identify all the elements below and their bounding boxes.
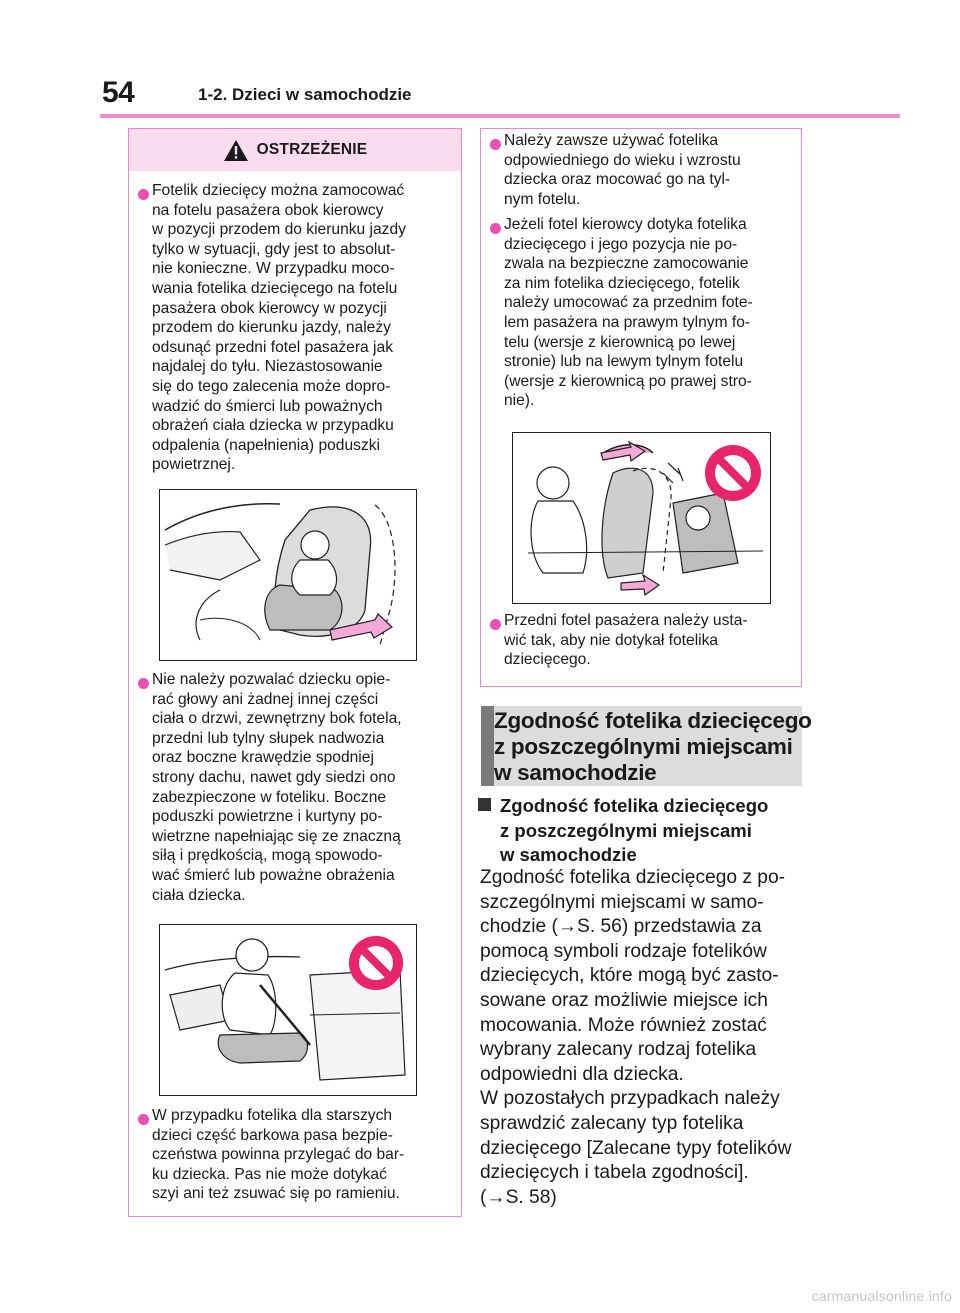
subheading-line: Zgodność fotelika dziecięcego [500, 795, 769, 816]
text-line: należy umocować za przednim fote- [504, 294, 753, 312]
text-line: poduszki powietrzne i kurtyny po- [152, 808, 383, 826]
footer-watermark: carmanualsonline.info [811, 1288, 952, 1304]
illustration-front-seat-child [159, 489, 417, 661]
body-line: chodzie (→S. 56) przedstawia za [480, 916, 762, 938]
text-line: obrażeń ciała dziecka w przypadku [152, 417, 394, 435]
text-line: wać śmierć lub poważne obrażenia [152, 866, 395, 884]
banner-title-line: z poszczególnymi miejscami [494, 734, 793, 759]
text-line: dziecka oraz mocować go na tyl- [504, 171, 731, 189]
text-line: (wersje z kierownicą po prawej stro- [504, 372, 752, 390]
subheading-line: w samochodzie [500, 844, 637, 865]
warning-title-bar [129, 129, 461, 171]
body-line: pomocą symboli rodzaje fotelików [480, 940, 767, 962]
body-line: sprawdzić zalecany typ fotelika [480, 1112, 744, 1134]
text-line: Jeżeli fotel kierowcy dotyka fotelika [504, 216, 747, 233]
text-line: czeństwa powinna przylegać do bar- [152, 1146, 405, 1164]
text-line: oraz boczne krawędzie spodniej [152, 749, 374, 767]
text-line: odpalenia (napełnienia) poduszki [152, 436, 381, 454]
body-line: dziecięcych i tabela zgodności]. [480, 1162, 749, 1184]
text-line: ciała dziecka. [152, 886, 246, 904]
banner-title [494, 708, 812, 786]
text-line: wadzić do śmierci lub poważnych [152, 397, 383, 415]
section-header: 1-2. Dzieci w samochodzie [198, 85, 412, 104]
illustration-front-seat-touching [512, 432, 771, 604]
text-line: wietrzne napełniając się ze znaczną [152, 827, 401, 845]
body-line: odpowiedni dla dziecka. [480, 1063, 684, 1085]
body-line: W pozostałych przypadkach należy [480, 1088, 780, 1110]
body-line: szczególnymi miejscami w samo- [480, 891, 764, 913]
body-line: (→S. 58) [480, 1186, 557, 1208]
subheading-line: z poszczególnymi miejscami [500, 819, 752, 841]
warning-box [128, 128, 462, 1217]
banner-accent-bar [481, 706, 494, 786]
text-line: dziecięcego i jego pozycja nie po- [504, 235, 738, 253]
text-line: odsunąć przedni fotel pasażera jak [152, 338, 393, 356]
page-number: 54 [102, 76, 135, 109]
text-line: się do tego zalecenia może dopro- [152, 377, 391, 395]
right-bullet-1 [504, 131, 741, 209]
text-line: lem pasażera na prawym tylnym fo- [504, 313, 751, 331]
text-line: dzieci część barkowa pasa bezpie- [152, 1126, 393, 1144]
text-line: wić tak, aby nie dotykał fotelika [504, 631, 719, 649]
warning-bullet-2 [152, 670, 402, 905]
bullet-dot [138, 189, 149, 200]
child-rear-seat-illustration [160, 925, 415, 1094]
text-line: stronie) lub na lewym tylnym fotelu [504, 353, 744, 371]
text-line: w pozycji przodem do kierunku jazdy [152, 221, 406, 239]
bullet-dot [138, 678, 149, 689]
text-line: na fotelu pasażera obok kierowcy [152, 201, 384, 219]
text-line: nie konieczne. W przypadku moco- [152, 260, 395, 278]
text-line: zabezpieczone w foteliku. Boczne [152, 788, 387, 806]
banner-title-line: Zgodność fotelika dziecięcego [494, 708, 812, 733]
front-seat-touching-child-seat-illustration [513, 433, 769, 602]
text-line: ku dziecka. Pas nie może dotykać [152, 1165, 387, 1183]
text-line: pasażera obok kierowcy w pozycji [152, 299, 387, 317]
text-line: przedni lub tylny słupek nadwozia [152, 729, 385, 747]
text-line: Nie należy pozwalać dziecku opie- [152, 671, 391, 688]
warning-triangle-icon [223, 139, 249, 162]
right-bullet-2 [504, 215, 753, 411]
bullet-dot [490, 223, 501, 234]
text-line: strony dachu, nawet gdy siedzi ono [152, 768, 396, 786]
right-bullet-3 [504, 611, 748, 670]
text-line: najdalej do tyłu. Niezastosowanie [152, 358, 383, 376]
square-bullet-icon [478, 798, 491, 811]
text-line: przodem do kierunku jazdy, należy [152, 319, 391, 337]
bullet-dot [490, 139, 501, 150]
body-line: mocowania. Może również zostać [480, 1014, 767, 1036]
text-line: rać głowy ani żadnej innej części [152, 690, 379, 708]
bullet-dot [138, 1114, 149, 1125]
text-line: zwala na bezpieczne zamocowanie [504, 255, 749, 273]
text-line: wania fotelika dziecięcego na fotelu [152, 279, 398, 297]
text-line: tylko w sytuacji, gdy jest to absolut- [152, 240, 396, 258]
warning-bullet-3 [152, 1106, 404, 1204]
warning-title: OSTRZEŻENIE [256, 141, 368, 158]
text-line: powietrznej. [152, 456, 236, 474]
body-line: Zgodność fotelika dziecięcego z po- [480, 867, 786, 888]
warning-box-continued [480, 128, 802, 687]
text-line: siłą i prędkością, mogą spowodo- [152, 847, 383, 865]
text-line: dziecięcego. [504, 651, 591, 669]
body-line: dziecięcego [Zalecane typy fotelików [480, 1137, 792, 1159]
banner-title-line: w samochodzie [494, 760, 657, 785]
text-line: Przedni fotel pasażera należy usta- [504, 612, 748, 629]
body-line: sowane oraz możliwie miejsce ich [480, 989, 768, 1011]
bullet-dot [490, 619, 501, 630]
text-line: telu (wersje z kierownicą po lewej [504, 333, 736, 351]
header-rule [100, 114, 900, 118]
child-seat-front-illustration [160, 490, 415, 659]
text-line: ciała o drzwi, zewnętrzny bok fotela, [152, 710, 402, 728]
text-line: Fotelik dziecięcy można zamocować [152, 182, 405, 199]
text-line: Należy zawsze używać fotelika [504, 132, 719, 149]
text-line: odpowiedniego do wieku i wzrostu [504, 151, 741, 169]
warning-bullet-1 [152, 181, 406, 475]
text-line: W przypadku fotelika dla starszych [152, 1107, 393, 1124]
text-line: nym fotelu. [504, 190, 581, 208]
compat-section-banner [481, 706, 812, 786]
compat-body-text [480, 866, 791, 1210]
body-line: wybrany zalecany rodzaj fotelika [480, 1039, 757, 1061]
text-line: nie). [504, 392, 535, 410]
text-line: szyi ani też zsuwać się po ramieniu. [152, 1185, 400, 1203]
body-line: dziecięcych, które mogą być zasto- [480, 965, 779, 987]
illustration-child-rear-seat [159, 924, 417, 1096]
text-line: za nim fotelika dziecięcego, fotelik [504, 274, 740, 292]
